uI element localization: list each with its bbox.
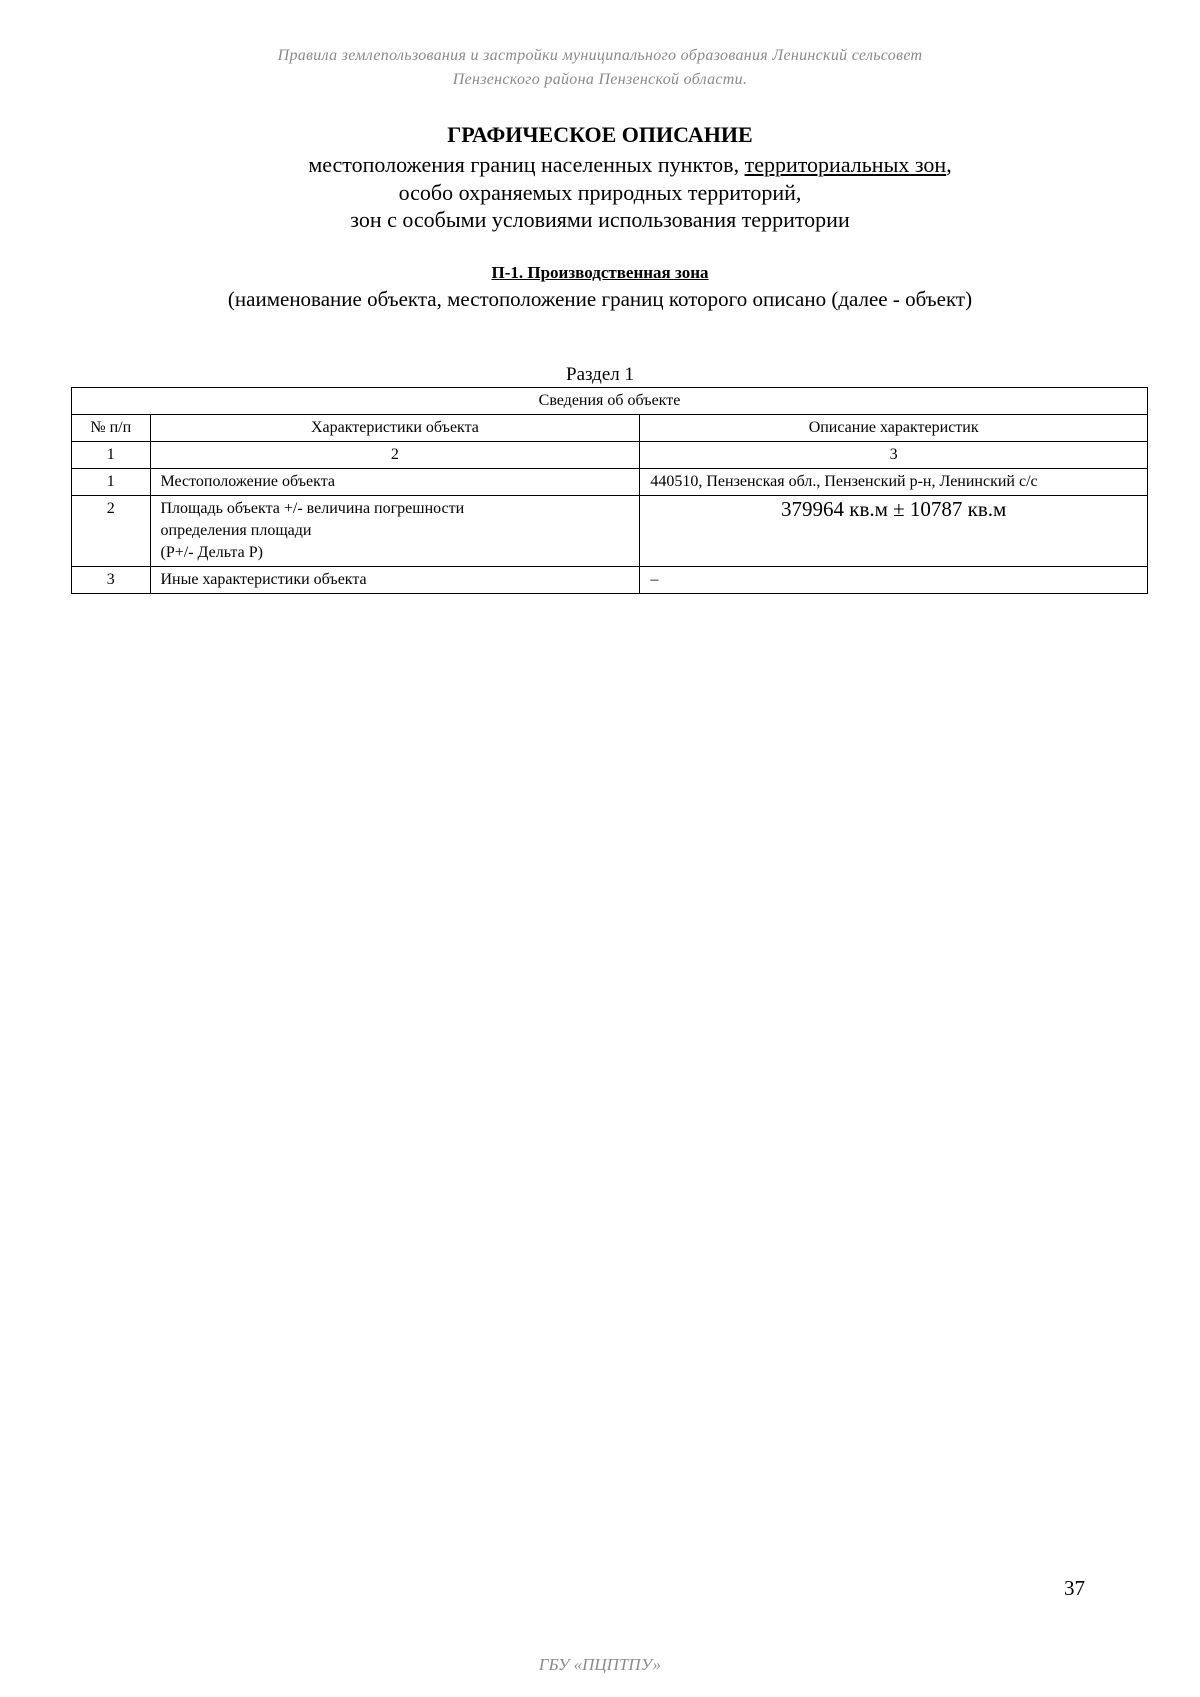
table-row bbox=[72, 469, 1148, 496]
row-description: 440510, Пензенская обл., Пензенский р-н, Ленинский с/с bbox=[640, 469, 1148, 496]
column-number: 3 bbox=[640, 442, 1148, 469]
object-info-table bbox=[71, 387, 1148, 594]
subtitle-line-1-prefix: местоположения границ населенных пунктов, bbox=[308, 152, 745, 177]
page-number: 37 bbox=[1064, 1576, 1085, 1600]
header-description: Описание характеристик bbox=[640, 415, 1148, 442]
subtitle-line-1 bbox=[30, 152, 1200, 178]
row-description: 379964 кв.м ± 10787 кв.м bbox=[640, 496, 1148, 567]
running-header-line-2: Пензенского района Пензенской области. bbox=[452, 71, 748, 88]
column-number: 1 bbox=[72, 442, 151, 469]
table-row bbox=[72, 567, 1148, 594]
subtitle-line-1-suffix: , bbox=[946, 152, 952, 177]
section-label: Раздел 1 bbox=[566, 364, 634, 385]
table-caption: Сведения об объекте bbox=[72, 388, 1148, 415]
running-footer: ГБУ «ПЦПТПУ» bbox=[538, 1655, 662, 1674]
row-characteristic-line: Площадь объекта +/- величина погрешности bbox=[160, 500, 465, 517]
table-column-numbers-row bbox=[72, 442, 1148, 469]
document-title: ГРАФИЧЕСКОЕ ОПИСАНИЕ bbox=[447, 122, 753, 147]
running-header-line-1: Правила землепользования и застройки муниципального образования Ленинский сельсовет bbox=[277, 47, 923, 64]
subtitle-underlined-term: территориальных зон bbox=[744, 152, 947, 177]
row-characteristic-line: (Р+/- Дельта Р) bbox=[160, 544, 263, 561]
header-characteristic: Характеристики объекта bbox=[150, 415, 640, 442]
subtitle-line-3: зон с особыми условиями использования территории bbox=[350, 207, 850, 232]
row-characteristic-line: определения площади bbox=[160, 522, 312, 539]
row-description: – bbox=[640, 567, 1148, 594]
table-row bbox=[72, 496, 1148, 567]
table-caption-row bbox=[72, 388, 1148, 415]
row-characteristic: Иные характеристики объекта bbox=[150, 567, 640, 594]
row-num: 1 bbox=[72, 469, 151, 496]
subtitle-line-2: особо охраняемых природных территорий, bbox=[398, 180, 802, 205]
row-characteristic bbox=[150, 496, 640, 567]
row-num: 2 bbox=[72, 496, 151, 567]
column-number: 2 bbox=[150, 442, 640, 469]
zone-caption: (наименование объекта, местоположение границ которого описано (далее - объект) bbox=[227, 287, 973, 311]
row-num: 3 bbox=[72, 567, 151, 594]
table-header-row bbox=[72, 415, 1148, 442]
header-num: № п/п bbox=[72, 415, 151, 442]
row-characteristic: Местоположение объекта bbox=[150, 469, 640, 496]
zone-name: П-1. Производственная зона bbox=[491, 263, 709, 282]
